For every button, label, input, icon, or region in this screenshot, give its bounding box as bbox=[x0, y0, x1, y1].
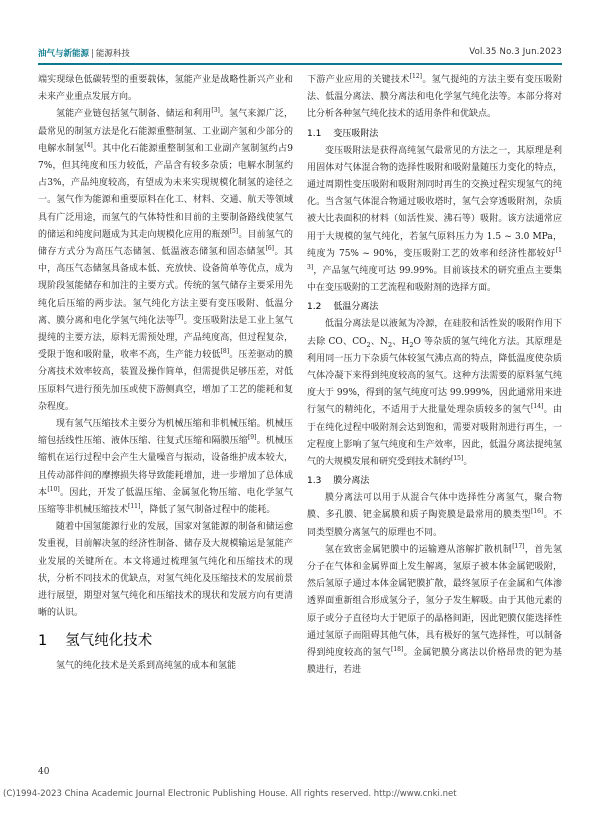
paragraph bbox=[38, 658, 293, 675]
paragraph bbox=[307, 316, 562, 471]
citation: [4] bbox=[84, 141, 93, 149]
citation: [10] bbox=[47, 485, 60, 493]
citation: [8] bbox=[220, 348, 230, 356]
citation: [3] bbox=[211, 107, 220, 115]
citation: [12] bbox=[409, 73, 422, 80]
subsection-number: 1.3 bbox=[307, 476, 322, 487]
subsection-title: 变压吸附法 bbox=[333, 128, 379, 139]
paragraph-text: 。金属钯膜分离法以价格昂贵的钯为基膜进行，若进 bbox=[307, 648, 562, 676]
paragraph bbox=[307, 72, 562, 124]
subsection-number: 1.1 bbox=[307, 128, 322, 139]
paragraph-text: 现有氢气压缩技术主要分为机械压缩和非机械压缩。机械压缩包括线性压缩、液体压缩、往复式压缩和隔膜压缩 bbox=[38, 419, 293, 447]
paragraph-text: 。氢气提纯的方法主要有变压吸附法、低温分离法、膜分离法和电化学氢气纯化法等。本部分将对比分析各种氢气纯化技术的适用条件和优缺点。 bbox=[307, 75, 562, 120]
paragraph-text: 。不同类型膜分离氢气的原理也不同。 bbox=[307, 510, 562, 538]
left-column bbox=[38, 72, 293, 675]
paragraph bbox=[38, 106, 293, 416]
paragraph-text: 膜分离法可以用于从混合气体中选择性分离氢气，聚合物膜、多孔膜、钯金属膜和质子陶瓷膜是最常用的膜类型 bbox=[307, 493, 562, 521]
paragraph-text: ，首先氢分子在气体和金属界面上发生解离，氢原子被本体金属钯吸附，然后氢原子通过本体金属钯膜扩散，最终氢原子在金属和气体渗透界面重新组合形成氢分子，氢分子发生解吸。由于其他元素的原子或分子直径均大于钯原子的晶格间距，因此钯膜仅能选择性通过氢原子而阻碍其他气体，具有极好的氢气选择性，可以制备得到纯度较高的氢气 bbox=[307, 544, 562, 659]
paragraph bbox=[307, 542, 562, 680]
paragraph-text: 、H bbox=[392, 336, 410, 347]
paragraph-text: 端实现绿色低碳转型的重要载体，氢能产业是战略性新兴产业和未来产业重点发展方向。 bbox=[38, 75, 293, 103]
paragraph-text: 氢气的纯化技术是关系到高纯氢的成本和氢能 bbox=[56, 660, 237, 671]
paragraph-text: 低温分离法是以液氮为冷源，在硅胶和活性炭的吸附作用下去除 CO、CO bbox=[307, 319, 562, 347]
paragraph-text: 。变压吸附法是工业上氢气提纯的主要方法，原料无需预处理，产品纯度高，但过程复杂，受限于饱和吸附量，收率不高，生产能力较低 bbox=[38, 315, 293, 361]
citation: [7] bbox=[174, 313, 184, 321]
subscript: 2 bbox=[387, 340, 393, 349]
citation: [17] bbox=[512, 542, 525, 550]
citation: [6] bbox=[265, 245, 275, 253]
copyright-notice: (C)1994-2023 China Academic Journal Electronic Publishing House. All rights reserved. http://www.cnki.net bbox=[3, 789, 457, 799]
subsection-title: 膜分离法 bbox=[333, 476, 370, 487]
paragraph-text: 。目前氢气的储存方式分为高压气态储氢、低温液态储氢和固态储氢 bbox=[38, 229, 293, 258]
paragraph-text: 下游产业应用的关键技术 bbox=[307, 75, 410, 85]
subsection-heading bbox=[307, 299, 562, 315]
citation: [9] bbox=[247, 434, 257, 442]
paragraph-text: 。由于在纯化过程中吸附剂会达到饱和，需要对吸附剂进行再生，一定程度上影响了氢气纯度和生产效率，因此，低温分离法提纯氢气的大规模发展和研究受到技术制约 bbox=[307, 405, 562, 468]
volume-info: Vol.35 No.3 Jun.2023 bbox=[469, 47, 562, 57]
paragraph bbox=[307, 143, 562, 298]
subsection-number: 1.2 bbox=[307, 302, 322, 313]
paragraph-text: 。机械压缩机在运行过程中会产生大量噪音与振动，设备维护成本较大，且传动部件间的摩擦损失将导致能耗增加，进一步增加了总体成本 bbox=[38, 436, 293, 498]
section-number: 1 bbox=[38, 632, 48, 649]
header-separator: | bbox=[91, 49, 94, 59]
paragraph-text: 氢在致密金属钯膜中的运输遵从溶解扩散机制 bbox=[325, 544, 513, 555]
paragraph-text: ，降低了氢气制备过程中的能耗。 bbox=[140, 505, 276, 516]
page-number: 40 bbox=[38, 767, 50, 777]
paragraph-text: 、N bbox=[370, 336, 388, 347]
paragraph-text: 。氢气来源广泛，最常见的制氢方法是化石能源重整制氢、工业副产氢和少部分的电解水制氢 bbox=[38, 109, 293, 154]
paragraph-text: O 等杂质的氢气纯化方法。其原理是利用同一压力下杂质气体较氢气沸点高的特点，降低温度使杂质气体冷凝下来得到纯度较高的氢气。这种方法需要的原料氢气纯度大于 99%，得到的氢气纯度可达 99.999%，因此通常用来进行氢气的精纯化，不适用于大批量处理杂质较多的氢气 bbox=[307, 336, 562, 416]
citation: [14] bbox=[530, 403, 544, 411]
paragraph bbox=[307, 490, 562, 542]
paragraph-text: ，产品氢气纯度可达 99.99%。目前该技术的研究重点主要集中在变压吸附的工艺流程和吸附剂的选择方面。 bbox=[307, 266, 562, 294]
section-heading bbox=[38, 629, 293, 653]
citation: [16] bbox=[530, 508, 544, 516]
paragraph-text: 。其中，高压气态储氢具备成本低、充放快、设备简单等优点，成为现阶段氢能储存和加注的主要方式。传统的氢气储存主要采用先纯化后压缩的两步法。氢气纯化方法主要有变压吸附、低温分离、膜分离和电化学氢气纯化法等 bbox=[38, 247, 293, 326]
subsection-title: 低温分离法 bbox=[333, 302, 379, 313]
header-rule bbox=[38, 63, 562, 65]
citation: [11] bbox=[128, 503, 141, 511]
paragraph bbox=[38, 72, 293, 106]
subsection-heading bbox=[307, 126, 562, 142]
column-name: 能源科技 bbox=[95, 49, 130, 59]
citation: [15] bbox=[451, 455, 464, 463]
paragraph bbox=[38, 519, 293, 622]
paragraph-text: 。其中化石能源重整制氢和工业副产氢制氢约占97%，但其纯度和压力较低，产品含有较多杂质；电解水制氢约占3%，产品纯度较高，有望成为未来实现规模化制氢的途径之一。氢气作为能源和重要原料在化工、材料、交通、航天等领域具有广泛用途，而氢气的气体特性和目前的主要制备路线使氢气的储运和纯度问题成为其走向规模化应用的瓶颈 bbox=[38, 143, 293, 240]
subsection-heading bbox=[307, 473, 562, 489]
subscript: 2 bbox=[409, 340, 414, 349]
paragraph bbox=[38, 416, 293, 519]
paragraph-text: 。 bbox=[463, 457, 473, 468]
subscript: 2 bbox=[366, 340, 371, 349]
paragraph-text: 氢能产业链包括氢气制备、储运和利用 bbox=[56, 109, 212, 120]
paragraph-text: 变压吸附法是获得高纯氢气最常见的方法之一，其原理是利用固体对气体混合物的选择性吸附和吸附量随压力变化的特点，通过周期性变压吸附和吸附剂同时再生的交换过程实现氢气的纯化。当含氢气体混合物通过吸收塔时，氢气会穿透吸附剂，杂质被大比表面积的材料（如活性炭、沸石等）吸附。该方法通常应用于大规模的氢气纯化，若氢气原料压力为 1.5 ~ 3.0 MPa，纯度为 75% ~ 90%，变压吸附工艺的效率和经济性都较好 bbox=[307, 145, 562, 259]
citation: [18] bbox=[391, 646, 404, 654]
citation: [13] bbox=[307, 246, 562, 272]
paragraph-text: 随着中国氢能源行业的发展，国家对氢能源的制备和储运愈发重视，目前解决氢的经济性制备、储存及大规模输运是氢能产业发展的关键所在。本文将通过梳理氢气纯化和压缩技术的现状，分析不同技术的优缺点，对氢气纯化及压缩技术的发展前景进行展望，期望对氢气纯化和压缩技术的现状和发展方向有更清晰的认识。 bbox=[38, 522, 293, 619]
paragraph-text: 。因此，开发了低温压缩、金属氢化物压缩、电化学氢气压缩等非机械压缩技术 bbox=[38, 487, 293, 516]
header-journal-info bbox=[38, 47, 130, 59]
right-column bbox=[307, 72, 562, 680]
citation: [5] bbox=[229, 227, 239, 235]
section-title: 氢气纯化技术 bbox=[65, 632, 153, 649]
running-header bbox=[38, 47, 562, 61]
journal-name: 油气与新能源 bbox=[38, 49, 90, 59]
paragraph-text: 。压差驱动的膜分离技术效率较高，装置及操作简单，但需提供足够压差，对低压原料气进行预先加压或使下游侧真空，增加了工艺的能耗和复杂程度。 bbox=[38, 350, 293, 412]
